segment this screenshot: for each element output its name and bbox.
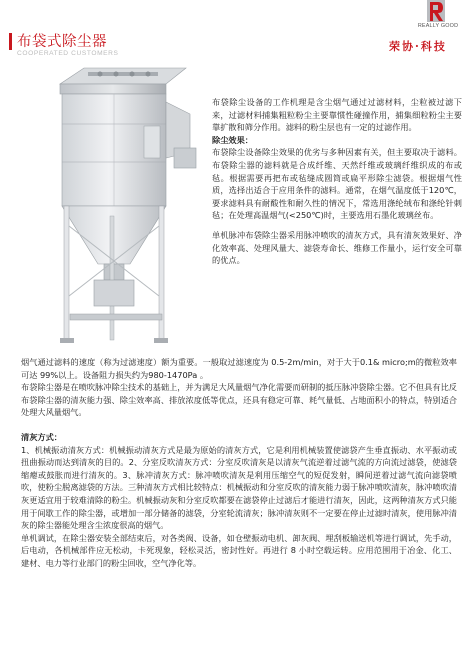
cleaning-heading: 清灰方式： <box>21 431 62 442</box>
brand-name: 荣协·科技 <box>389 40 447 53</box>
page-title: 布袋式除尘器 <box>17 34 107 50</box>
body-paragraph-3: 1、机械振动清灰方式：机械振动清灰方式是最为原始的清灰方式，它是利用机械装置使滤袋产生垂直振动、水平振动或扭曲振动而达到清灰的目的。2、分室反吹清灰方式：分室反吹清灰是以清灰气流逆着过滤气流的方向流过滤袋，使滤袋缩瘪或鼓胀而进行清灰的。3、脉冲清灰方式：脉冲喷吹清灰是利用压缩空气的短促发射，瞬间逆着过滤气流向滤袋喷吹，使粉尘脱离滤袋的方法。三种清灰方式相比较特点：机械振动和分室反吹的清灰能力弱于脉冲喷吹清灰，脉冲喷吹清灰更适宜用于较难清除的粉尘。机械振动灰和分室反吹都要在滤袋停止过滤后才能进行清灰，因此，这两种清灰方式只能用于间歇工作的除尘器，或增加一部分储备的滤袋，分室轮流清灰；脉冲清灰则不一定要在停止过滤时清灰，使用脉冲清灰的除尘器能处理含尘浓度很高的烟气。 <box>21 444 457 531</box>
intro-paragraph-2: 布袋除尘设备除尘效果的优劣与多种因素有关，但主要取决于滤料。布袋除尘器的滤料就是合成纤维、天然纤维或玻璃纤维织成的布或毡。根据需要再把布或毡缝成圆筒或扁平形除尘滤袋。根据烟气性质，选择出适合于应用条件的滤料。通常，在烟气温度低于120℃，要求滤料具有耐酸性和耐久性的情况下，常选用涤纶绒布和涤纶针刺毡；在处理高温烟气(<250℃)时，主要选用石墨化玻璃丝布。 <box>212 147 462 221</box>
page-subtitle: COOPERATED CUSTOMERS <box>17 50 119 57</box>
body-paragraph-1: 烟气通过滤料的速度（称为过滤速度）额为重要。一般取过滤速度为 0.5-2m/min，对于大于0.1& micro;m的微粒效率可达 99%以上。设备阻力损失约为980-1470Pa 。 <box>21 357 457 380</box>
title-accent-bar <box>9 33 12 50</box>
effect-heading: 除尘效果： <box>212 134 253 145</box>
intro-paragraph-1: 布袋除尘设备的工作机理是含尘烟气通过过滤材料，尘粒被过滤下来，过滤材料捕集粗粒粉尘主要靠惯性碰撞作用，捕集细粒粉尘主要靠扩散和筛分作用。滤料的粉尘层也有一定的过滤作用。 <box>212 97 462 133</box>
logo-tagline: REALLY GOOD <box>417 23 459 29</box>
intro-paragraph-3: 单机脉冲布袋除尘器采用脉冲喷吹的清灰方式，具有清灰效果好、净化效率高、处理风量大、滤袋寿命长、维修工作量小，运行安全可靠的优点。 <box>212 229 462 266</box>
intro-block <box>212 96 462 267</box>
body-paragraph-2: 布袋除尘器是在喷吹脉冲除尘技术的基础上，并为满足大风量烟气净化需要而研制的抵压脉冲袋除尘器。它不但具有比反布袋除尘器的清灰能力强、除尘效率高、排放浓度低等优点，还具有稳定可靠、耗气量低、占地面积小的特点，特别适合处理大风量烟气。 <box>21 382 457 418</box>
body-paragraph-4: 单机调试，在除尘器安装全部结束后，对各类阀、设备，如仓壁振动电机、卸灰阀、埋刮板输送机等进行调试，先手动，后电动，各机械部件应无松动，卡死现象，轻松灵活，密封性好。再进行 8 小时空载运转。应用范围用于冶金、化工、建材、电力等行业部门的粉尘回收，空气净化等。 <box>21 532 457 568</box>
dust-collector-illustration <box>48 66 206 346</box>
body-block <box>21 356 457 570</box>
